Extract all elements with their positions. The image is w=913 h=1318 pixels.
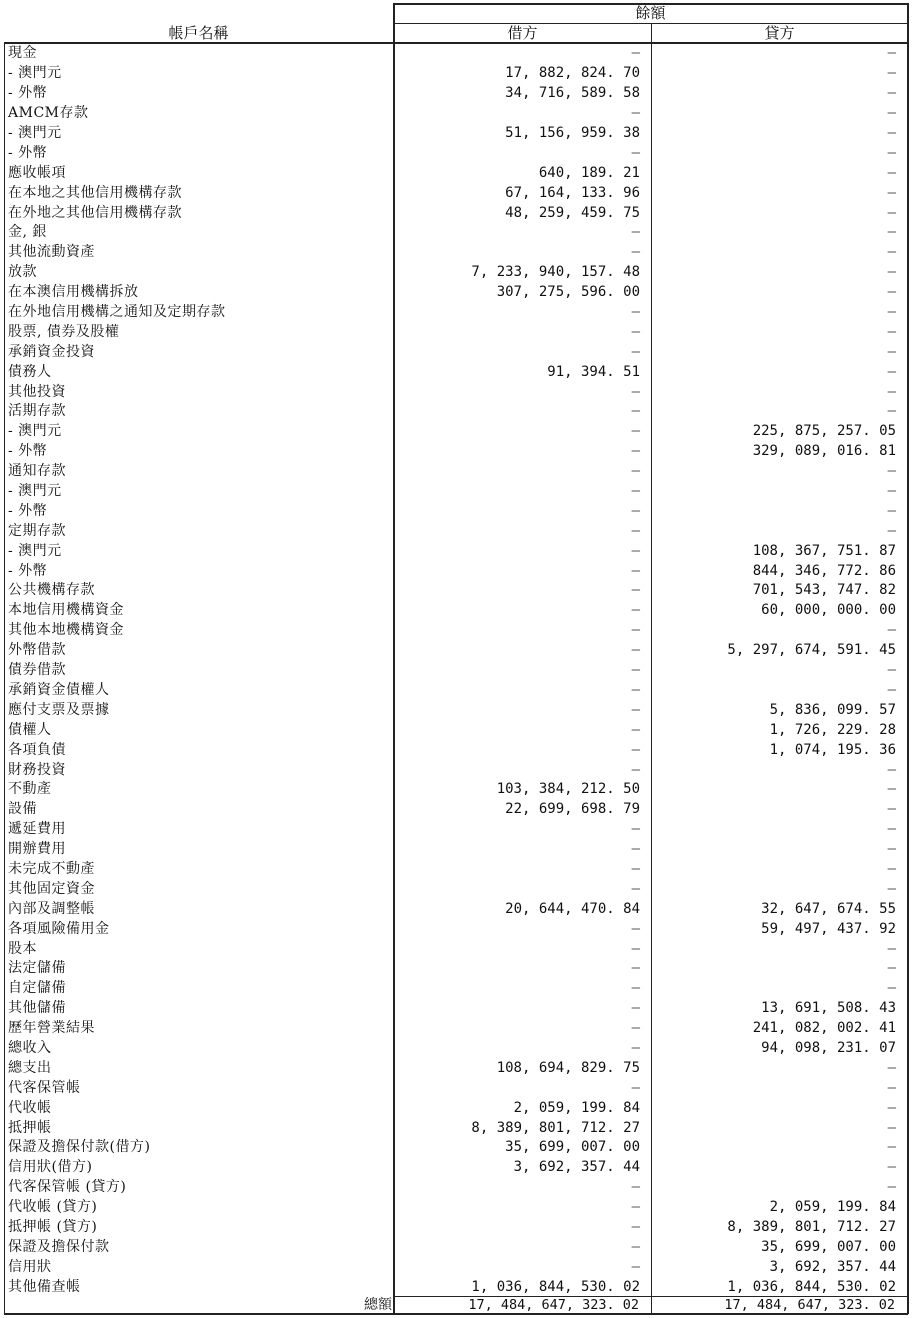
table-row [4,681,908,701]
account-name-cell: 不動產 [8,781,52,798]
debit-cell: 34, 716, 589. 58 [505,85,640,102]
debit-cell: – [631,701,640,718]
debit-cell: 67, 164, 133. 96 [505,184,640,201]
debit-cell: – [631,542,640,559]
account-name-cell: 在本澳信用機構拆放 [8,284,139,301]
total-row [4,1297,908,1314]
credit-cell: – [887,681,896,698]
credit-cell: – [887,343,896,360]
table-row [4,800,908,820]
account-name-cell: - 澳門元 [8,65,62,82]
table-row [4,959,908,979]
credit-cell: 2, 059, 199. 84 [769,1199,896,1216]
debit-cell: – [631,423,640,440]
debit-cell: – [631,1020,640,1037]
account-name-cell: 其他本地機構資金 [8,622,124,639]
debit-cell: 1, 036, 844, 530. 02 [471,1278,640,1295]
credit-cell: – [887,463,896,480]
table-row [4,1218,908,1238]
debit-cell: – [631,1218,640,1235]
account-name-cell: 應付支票及票據 [8,701,110,718]
debit-cell: – [631,681,640,698]
credit-cell: 5, 297, 674, 591. 45 [727,642,896,659]
credit-cell: – [887,304,896,321]
credit-cell: – [887,224,896,241]
debit-cell: – [631,224,640,241]
credit-cell: 35, 699, 007. 00 [761,1238,896,1255]
credit-cell: 94, 098, 231. 07 [761,1039,896,1056]
account-name-cell: 保證及擔保付款 [8,1238,110,1255]
table-row [4,621,908,641]
table-row [4,1078,908,1098]
credit-cell: – [887,960,896,977]
table-row [4,999,908,1019]
account-name-cell: 抵押帳 [8,1119,52,1136]
debit-cell: 640, 189. 21 [538,164,640,181]
table-row [4,482,908,502]
account-name-cell: AMCM存款 [8,105,89,122]
table-row [4,760,908,780]
account-name-cell: 遞延費用 [8,821,66,838]
credit-cell: – [887,363,896,380]
debit-cell: 20, 644, 470. 84 [505,900,640,917]
credit-cell: – [887,383,896,400]
credit-cell: – [887,1179,896,1196]
table-row [4,382,908,402]
table-row [4,601,908,621]
debit-cell: – [631,502,640,519]
credit-cell: – [887,622,896,639]
debit-cell: 8, 389, 801, 712. 27 [471,1119,640,1136]
table-row [4,1019,908,1039]
credit-cell: – [887,1119,896,1136]
debit-cell: – [631,1199,640,1216]
debit-cell: – [631,443,640,460]
credit-cell: 108, 367, 751. 87 [752,542,896,559]
account-name-cell: 信用狀(借方) [8,1159,93,1176]
credit-cell: – [887,841,896,858]
credit-cell: – [887,821,896,838]
account-name-cell: 抵押帳 (貸方) [8,1218,98,1235]
table-row [4,1158,908,1178]
credit-cell: – [887,403,896,420]
account-name-cell: - 外幣 [8,85,48,102]
debit-cell: – [631,304,640,321]
account-name-cell: 其他固定資金 [8,880,95,897]
table-row [4,163,908,183]
table-row [4,501,908,521]
credit-cell: – [887,980,896,997]
account-name-cell: - 澳門元 [8,125,62,141]
credit-cell: – [887,940,896,957]
table-row [4,402,908,422]
table-row [4,919,908,939]
table-row [4,143,908,163]
debit-cell: – [631,602,640,619]
account-name-cell: 公共機構存款 [8,582,95,599]
table-row [4,1237,908,1257]
table-row [4,1178,908,1198]
table-row [4,263,908,283]
debit-cell: – [631,244,640,261]
credit-cell: 329, 089, 016. 81 [752,443,896,460]
credit-cell: – [887,483,896,500]
table-row [4,322,908,342]
account-name-cell: 法定儲備 [8,960,66,977]
account-name-cell: 在本地之其他信用機構存款 [8,184,182,201]
table-row [4,641,908,661]
credit-cell: – [887,1159,896,1176]
debit-cell: 35, 699, 007. 00 [505,1139,640,1156]
account-name-cell: 其他儲備 [8,1000,66,1017]
table-row [4,183,908,203]
debit-cell: 103, 384, 212. 50 [496,781,640,798]
table-row [4,541,908,561]
debit-cell: – [631,522,640,539]
debit-cell: – [631,1238,640,1255]
account-name-cell: 代客保管帳 (貸方) [8,1179,127,1196]
debit-cell: – [631,1000,640,1017]
debit-cell: – [631,940,640,957]
credit-cell: – [887,880,896,897]
account-name-cell: 債權人 [8,721,52,738]
credit-cell: – [887,1139,896,1156]
account-name-cell: 總收入 [8,1039,52,1056]
account-name-cell: 代客保管帳 [8,1079,81,1096]
ledger-body [4,44,908,1297]
credit-cell: – [887,781,896,798]
debit-cell: – [631,841,640,858]
credit-cell: – [887,860,896,877]
credit-cell: – [887,85,896,102]
debit-cell: – [631,463,640,480]
credit-cell: 844, 346, 772. 86 [752,562,896,579]
credit-cell: 5, 836, 099. 57 [769,701,896,718]
trial-balance-sheet [4,3,908,1314]
credit-cell: 13, 691, 508. 43 [761,1000,896,1017]
credit-cell: – [887,184,896,201]
table-row [4,64,908,84]
table-row [4,84,908,104]
account-name-cell: 其他投資 [8,383,66,400]
debit-cell: – [631,383,640,400]
table-row [4,1277,908,1297]
debit-cell: – [631,1039,640,1056]
account-name-cell: 本地信用機構資金 [8,602,124,619]
account-name-cell: 金, 銀 [8,224,47,241]
account-name-cell: 各項負債 [8,741,66,758]
table-row [4,700,908,720]
credit-cell: – [887,45,896,62]
credit-cell: 3, 692, 357. 44 [769,1258,896,1275]
debit-cell: 7, 233, 940, 157. 48 [471,264,640,281]
debit-cell: – [631,1258,640,1275]
account-name-cell: 其他備查帳 [8,1278,81,1295]
credit-cell: – [887,105,896,122]
debit-cell: – [631,721,640,738]
account-name-cell: - 外幣 [8,443,48,460]
debit-cell: 22, 699, 698. 79 [505,801,640,818]
account-name-cell: 自定儲備 [8,980,66,997]
account-name-cell: 歷年營業結果 [8,1020,95,1037]
table-row [4,203,908,223]
table-row [4,342,908,362]
table-row [4,581,908,601]
credit-cell: – [887,801,896,818]
account-name-cell: 內部及調整帳 [8,900,95,917]
debit-header: 借方 [507,24,538,42]
table-row [4,1198,908,1218]
account-name-cell: 債務人 [8,363,52,380]
credit-cell: – [887,125,896,141]
table-row [4,521,908,541]
table-row [4,462,908,482]
account-name-cell: 在外地之其他信用機構存款 [8,204,182,221]
account-name-cell: - 外幣 [8,144,48,161]
account-name-cell: 放款 [8,264,37,281]
table-row [4,840,908,860]
table-row [4,860,908,880]
account-name-cell: 股本 [8,940,37,957]
account-name-cell: 現金 [8,45,37,62]
debit-cell: – [631,622,640,639]
account-name-cell: 保證及擔保付款(借方) [8,1139,151,1156]
debit-cell: 91, 394. 51 [547,363,640,380]
table-row [4,303,908,323]
credit-cell: 1, 036, 844, 530. 02 [727,1278,896,1295]
credit-cell: – [887,1099,896,1116]
account-name-cell: 股票, 債券及股權 [8,323,120,340]
credit-cell: – [887,502,896,519]
credit-cell: – [887,323,896,340]
debit-cell: – [631,1079,640,1096]
table-row [4,561,908,581]
table-row [4,243,908,263]
debit-cell: – [631,821,640,838]
table-row [4,1098,908,1118]
credit-cell: 701, 543, 747. 82 [752,582,896,599]
account-name-cell: 開辦費用 [8,841,66,858]
account-name-cell: 總支出 [8,1059,52,1076]
account-name-cell: 其他流動資產 [8,244,95,261]
table-row [4,899,908,919]
credit-cell: 60, 000, 000. 00 [761,602,896,619]
table-row [4,939,908,959]
debit-cell: – [631,144,640,161]
credit-cell: – [887,204,896,221]
credit-cell: – [887,244,896,261]
account-name-cell: - 外幣 [8,562,48,579]
credit-cell: 241, 082, 002. 41 [752,1020,896,1037]
credit-cell: – [887,1059,896,1076]
table-row [4,1058,908,1078]
account-name-cell: 債券借款 [8,662,66,679]
credit-cell: – [887,284,896,301]
debit-cell: 17, 882, 824. 70 [505,65,640,82]
table-row [4,283,908,303]
table-row [4,1118,908,1138]
credit-cell: – [887,65,896,82]
account-name-cell: 活期存款 [8,403,66,420]
total-debit: 17, 484, 647, 323. 02 [468,1297,639,1313]
account-name-cell: - 澳門元 [8,483,62,500]
credit-cell: – [887,522,896,539]
credit-cell: – [887,662,896,679]
account-name-cell: - 澳門元 [8,542,62,559]
account-name-cell: 承銷資金債權人 [8,681,110,698]
credit-cell: 1, 726, 229. 28 [769,721,896,738]
debit-cell: – [631,45,640,62]
account-name-cell: - 外幣 [8,502,48,519]
table-row [4,442,908,462]
account-name-cell: 在外地信用機構之通知及定期存款 [8,304,226,321]
table-row [4,1039,908,1059]
account-name-cell: 通知存款 [8,463,66,480]
total-credit: 17, 484, 647, 323. 02 [724,1297,895,1313]
debit-cell: – [631,860,640,877]
table-row [4,661,908,681]
table-row [4,124,908,144]
debit-cell: 307, 275, 596. 00 [496,284,640,301]
credit-cell: 225, 875, 257. 05 [752,423,896,440]
debit-cell: – [631,562,640,579]
debit-cell: 2, 059, 199. 84 [513,1099,640,1116]
debit-cell: – [631,741,640,758]
account-name-cell: 設備 [8,801,37,818]
credit-cell: – [887,164,896,181]
debit-cell: – [631,483,640,500]
account-name-cell: 承銷資金投資 [8,343,95,360]
credit-cell: – [887,144,896,161]
table-row [4,362,908,382]
balance-header: 餘額 [635,4,666,22]
table-row [4,780,908,800]
debit-cell: – [631,920,640,937]
account-name-cell: 代收帳 (貸方) [8,1199,98,1216]
credit-cell: 32, 647, 674. 55 [761,900,896,917]
table-row [4,740,908,760]
debit-cell: – [631,662,640,679]
account-name-cell: - 澳門元 [8,423,62,440]
account-name-cell: 各項風險備用金 [8,920,110,937]
table-row [4,879,908,899]
debit-cell: – [631,403,640,420]
table-row [4,1138,908,1158]
credit-cell: 1, 074, 195. 36 [769,741,896,758]
account-name-cell: 財務投資 [8,761,66,778]
ledger-table [4,44,908,1297]
account-name-cell: 未完成不動產 [8,860,95,877]
debit-cell: – [631,323,640,340]
table-row [4,223,908,243]
table-row [4,720,908,740]
table-row [4,44,908,64]
account-name-header: 帳戶名稱 [168,24,229,42]
debit-cell: 51, 156, 959. 38 [505,125,640,141]
debit-cell: – [631,642,640,659]
table-row [4,422,908,442]
account-name-cell: 代收帳 [8,1099,52,1116]
credit-header: 貸方 [764,24,795,42]
debit-cell: – [631,880,640,897]
debit-cell: – [631,1179,640,1196]
debit-cell: 108, 694, 829. 75 [496,1059,640,1076]
table-row [4,104,908,124]
credit-cell: 8, 389, 801, 712. 27 [727,1218,896,1235]
debit-cell: – [631,582,640,599]
credit-cell: – [887,761,896,778]
account-name-cell: 外幣借款 [8,642,66,659]
debit-cell: 3, 692, 357. 44 [513,1159,640,1176]
credit-cell: 59, 497, 437. 92 [761,920,896,937]
debit-cell: 48, 259, 459. 75 [505,204,640,221]
debit-cell: – [631,761,640,778]
account-name-cell: 信用狀 [8,1258,52,1275]
debit-cell: – [631,960,640,977]
account-name-cell: 應收帳項 [8,164,66,181]
debit-cell: – [631,343,640,360]
total-label: 總額 [364,1297,392,1313]
debit-cell: – [631,980,640,997]
table-row [4,979,908,999]
table-row [4,820,908,840]
table-row [4,1257,908,1277]
debit-cell: – [631,105,640,122]
credit-cell: – [887,264,896,281]
account-name-cell: 定期存款 [8,522,66,539]
credit-cell: – [887,1079,896,1096]
